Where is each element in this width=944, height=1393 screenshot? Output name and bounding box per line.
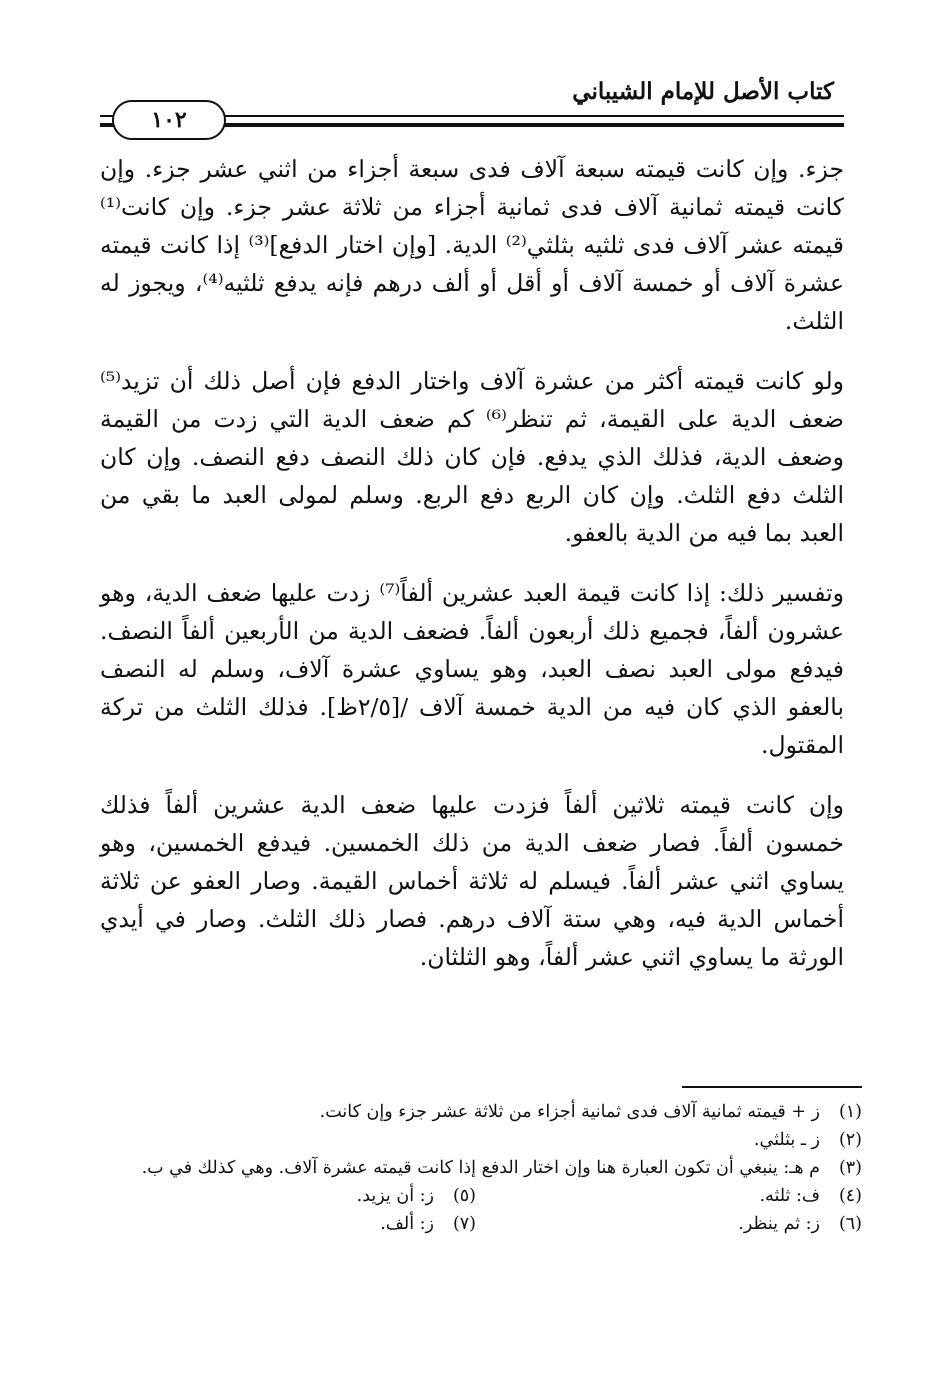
footnote-number: (١) (838, 1102, 862, 1122)
footnote-text: م هـ: ينبغي أن تكون العبارة هنا وإن اختار الدفع إذا كانت قيمته عشرة آلاف. وهي كذلك في ب. (141, 1158, 820, 1178)
footnote-3 (90, 1154, 862, 1182)
footnote-6 (476, 1210, 862, 1238)
footnote-row (90, 1182, 862, 1210)
footnote-4 (476, 1182, 862, 1210)
footnote-number: (٤) (838, 1186, 862, 1206)
footnote-text: ف: ثلثه. (759, 1186, 820, 1206)
footnote-number: (٦) (838, 1214, 862, 1234)
footnote-text: ز: ثم ينظر. (738, 1214, 820, 1234)
footnote-text: ز ـ بثلثي. (753, 1130, 820, 1150)
footnote-text: ز + قيمته ثمانية آلاف فدى ثمانية أجزاء من ثلاثة عشر جزء وإن كانت. (319, 1102, 820, 1122)
running-header-title: كتاب الأصل للإمام الشيباني (572, 78, 834, 105)
paragraph-2: ولو كانت قيمته أكثر من عشرة آلاف واختار الدفع فإن أصل ذلك أن تزيد⁽⁵⁾ ضعف الدية على القيمة، ثم تنظر⁽⁶⁾ كم ضعف الدية التي زدت من القيمة وضعف الدية، فذلك الذي يدفع. فإن كان ذلك النصف دفع النصف. وإن كان الثلث دفع الثلث. وإن كان الربع دفع الربع. وسلم لمولى العبد ما بقي من العبد بما فيه من الدية بالعفو. (100, 367, 844, 547)
footnotes (90, 1098, 862, 1238)
page-number: ١٠٢ (112, 100, 226, 140)
footnote-number: (٥) (452, 1186, 476, 1206)
paragraph-4: وإن كانت قيمته ثلاثين ألفاً فزدت عليها ضعف الدية عشرين ألفاً فذلك خمسون ألفاً. فصار ضعف الدية من ذلك الخمسين. فيدفع الخمسين، وهو يساوي اثني عشر ألفاً. فيسلم له ثلاثة أخماس القيمة. وصار العفو عن ثلاثة أخماس الدية فيه، وهي ستة آلاف درهم. فصار ذلك الثلث. وصار في أيدي الورثة ما يساوي اثني عشر ألفاً، وهو الثلثان. (100, 791, 844, 971)
paragraph-3: وتفسير ذلك: إذا كانت قيمة العبد عشرين ألفاً⁽⁷⁾ زدت عليها ضعف الدية، وهو عشرون ألفاً، فجميع ذلك أربعون ألفاً. فضعف الدية من الأربعين ألفاً النصف. فيدفع مولى العبد نصف العبد، وهو يساوي عشرة آلاف، وسلم له النصف بالعفو الذي كان فيه من الدية خمسة آلاف /[٢/٥ظ]. فذلك الثلث من تركة المقتول. (100, 579, 844, 759)
footnote-text: ز: أن يزيد. (356, 1186, 434, 1206)
footnote-row (90, 1210, 862, 1238)
footnote-2 (90, 1126, 862, 1154)
footnote-text: ز: ألف. (380, 1214, 434, 1234)
footnote-5 (90, 1182, 476, 1210)
footnote-1 (90, 1098, 862, 1126)
footnote-separator (682, 1086, 862, 1088)
footnote-number: (٢) (838, 1130, 862, 1150)
footnote-number: (٧) (452, 1214, 476, 1234)
paragraph-1: جزء. وإن كانت قيمته سبعة آلاف فدى سبعة أجزاء من اثني عشر جزء. وإن كانت قيمته ثمانية آلاف فدى ثمانية أجزاء من ثلاثة عشر جزء. وإن كانت⁽¹⁾ قيمته عشر آلاف فدى ثلثيه بثلثي⁽²⁾ الدية. [وإن اختار الدفع]⁽³⁾ إذا كانت قيمته عشرة آلاف أو خمسة آلاف أو أقل أو ألف درهم فإنه يدفع ثلثيه⁽⁴⁾، ويجوز له الثلث. (100, 155, 845, 335)
footnote-number: (٣) (838, 1158, 862, 1178)
footnote-7 (90, 1210, 476, 1238)
main-text (100, 150, 844, 998)
